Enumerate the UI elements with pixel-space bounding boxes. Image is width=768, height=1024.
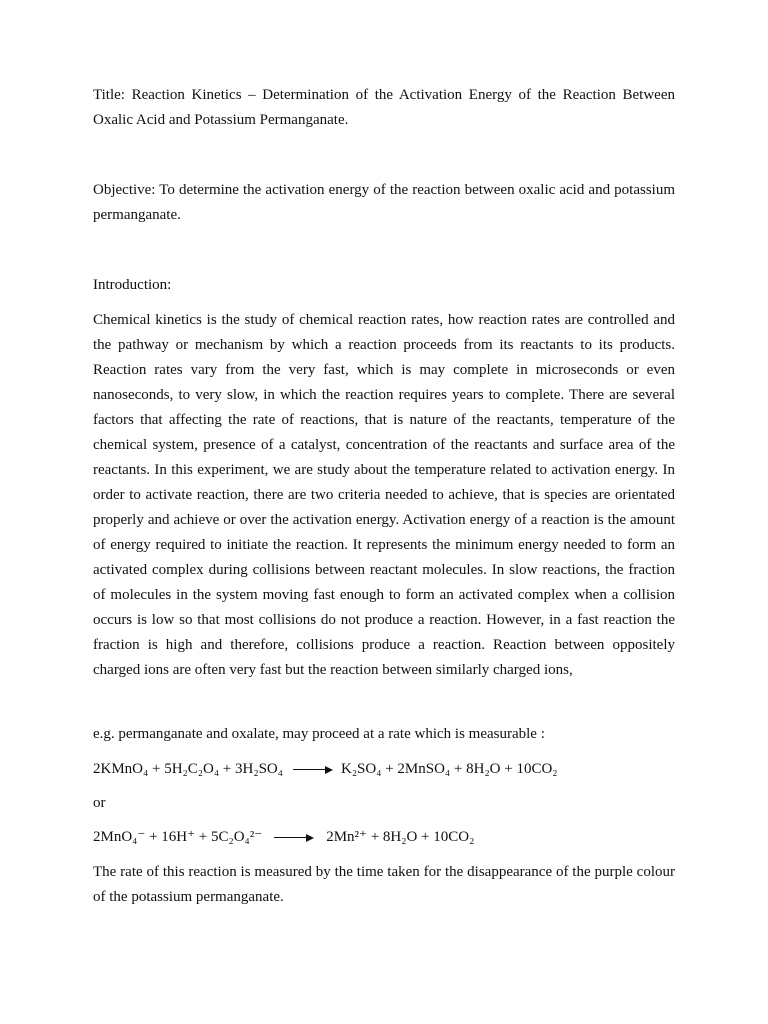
title-paragraph: Title: Reaction Kinetics – Determination of the Activation Energy of the Reaction Between Oxalic Acid and Potassium Permanganate.	[93, 87, 675, 128]
reaction-arrow-icon	[293, 765, 333, 775]
reaction-arrow-icon	[274, 833, 314, 843]
example-line: e.g. permanganate and oxalate, may proceed at a rate which is measurable :	[93, 726, 545, 742]
equation-reactants: 2KMnO₄ + 5H₂C₂O₄ + 3H₂SO₄	[93, 761, 283, 778]
introduction-body: Chemical kinetics is the study of chemical reaction rates, how reaction rates are controlled and the pathway or mechanism by which a reaction proceeds from its reactants to its products. Reaction rates vary from the very fast, which is may complete in microseconds or even nanoseconds, to very slow, in which the reaction requires years to complete. There are several factors that affecting the rate of reactions, that is nature of the reactants, temperature of the chemical system, presence of a catalyst, concentration of the reactants and surface area of the reactants. In this experiment, we are study about the temperature related to activation energy. In order to activate reaction, there are two criteria needed to achieve, that is species are orientated properly and achieve or over the activation energy. Activation energy of a reaction is the amount of energy required to initiate the reaction. It represents the minimum energy needed to form an activated complex during collisions between reactant molecules. In slow reactions, the fraction of molecules in the system moving fast enough to form an activated complex when a collision occurs is low so that most collisions do not produce a reaction. However, in a fast reaction the fraction is high and therefore, collisions produce a reaction. Reaction between oppositely charged ions are often very fast but the reaction between similarly charged ions,	[93, 312, 675, 678]
conclusion-paragraph: The rate of this reaction is measured by the time taken for the disappearance of the purple colour of the potassium permanganate.	[93, 864, 675, 905]
introduction-heading: Introduction:	[93, 277, 172, 293]
equation-products: K₂SO₄ + 2MnSO₄ + 8H₂O + 10CO₂	[340, 761, 558, 778]
equation-reactants: 2MnO₄⁻ + 16H⁺ + 5C₂O₄²⁻	[93, 829, 263, 846]
reaction-equation-ionic	[93, 825, 675, 850]
equation-products: 2Mn²⁺ + 8H₂O + 10CO₂	[326, 829, 475, 846]
or-text: or	[93, 795, 106, 811]
reaction-equation-molecular	[93, 757, 675, 782]
objective-paragraph: Objective: To determine the activation energy of the reaction between oxalic acid and potassium permanganate.	[93, 182, 675, 223]
